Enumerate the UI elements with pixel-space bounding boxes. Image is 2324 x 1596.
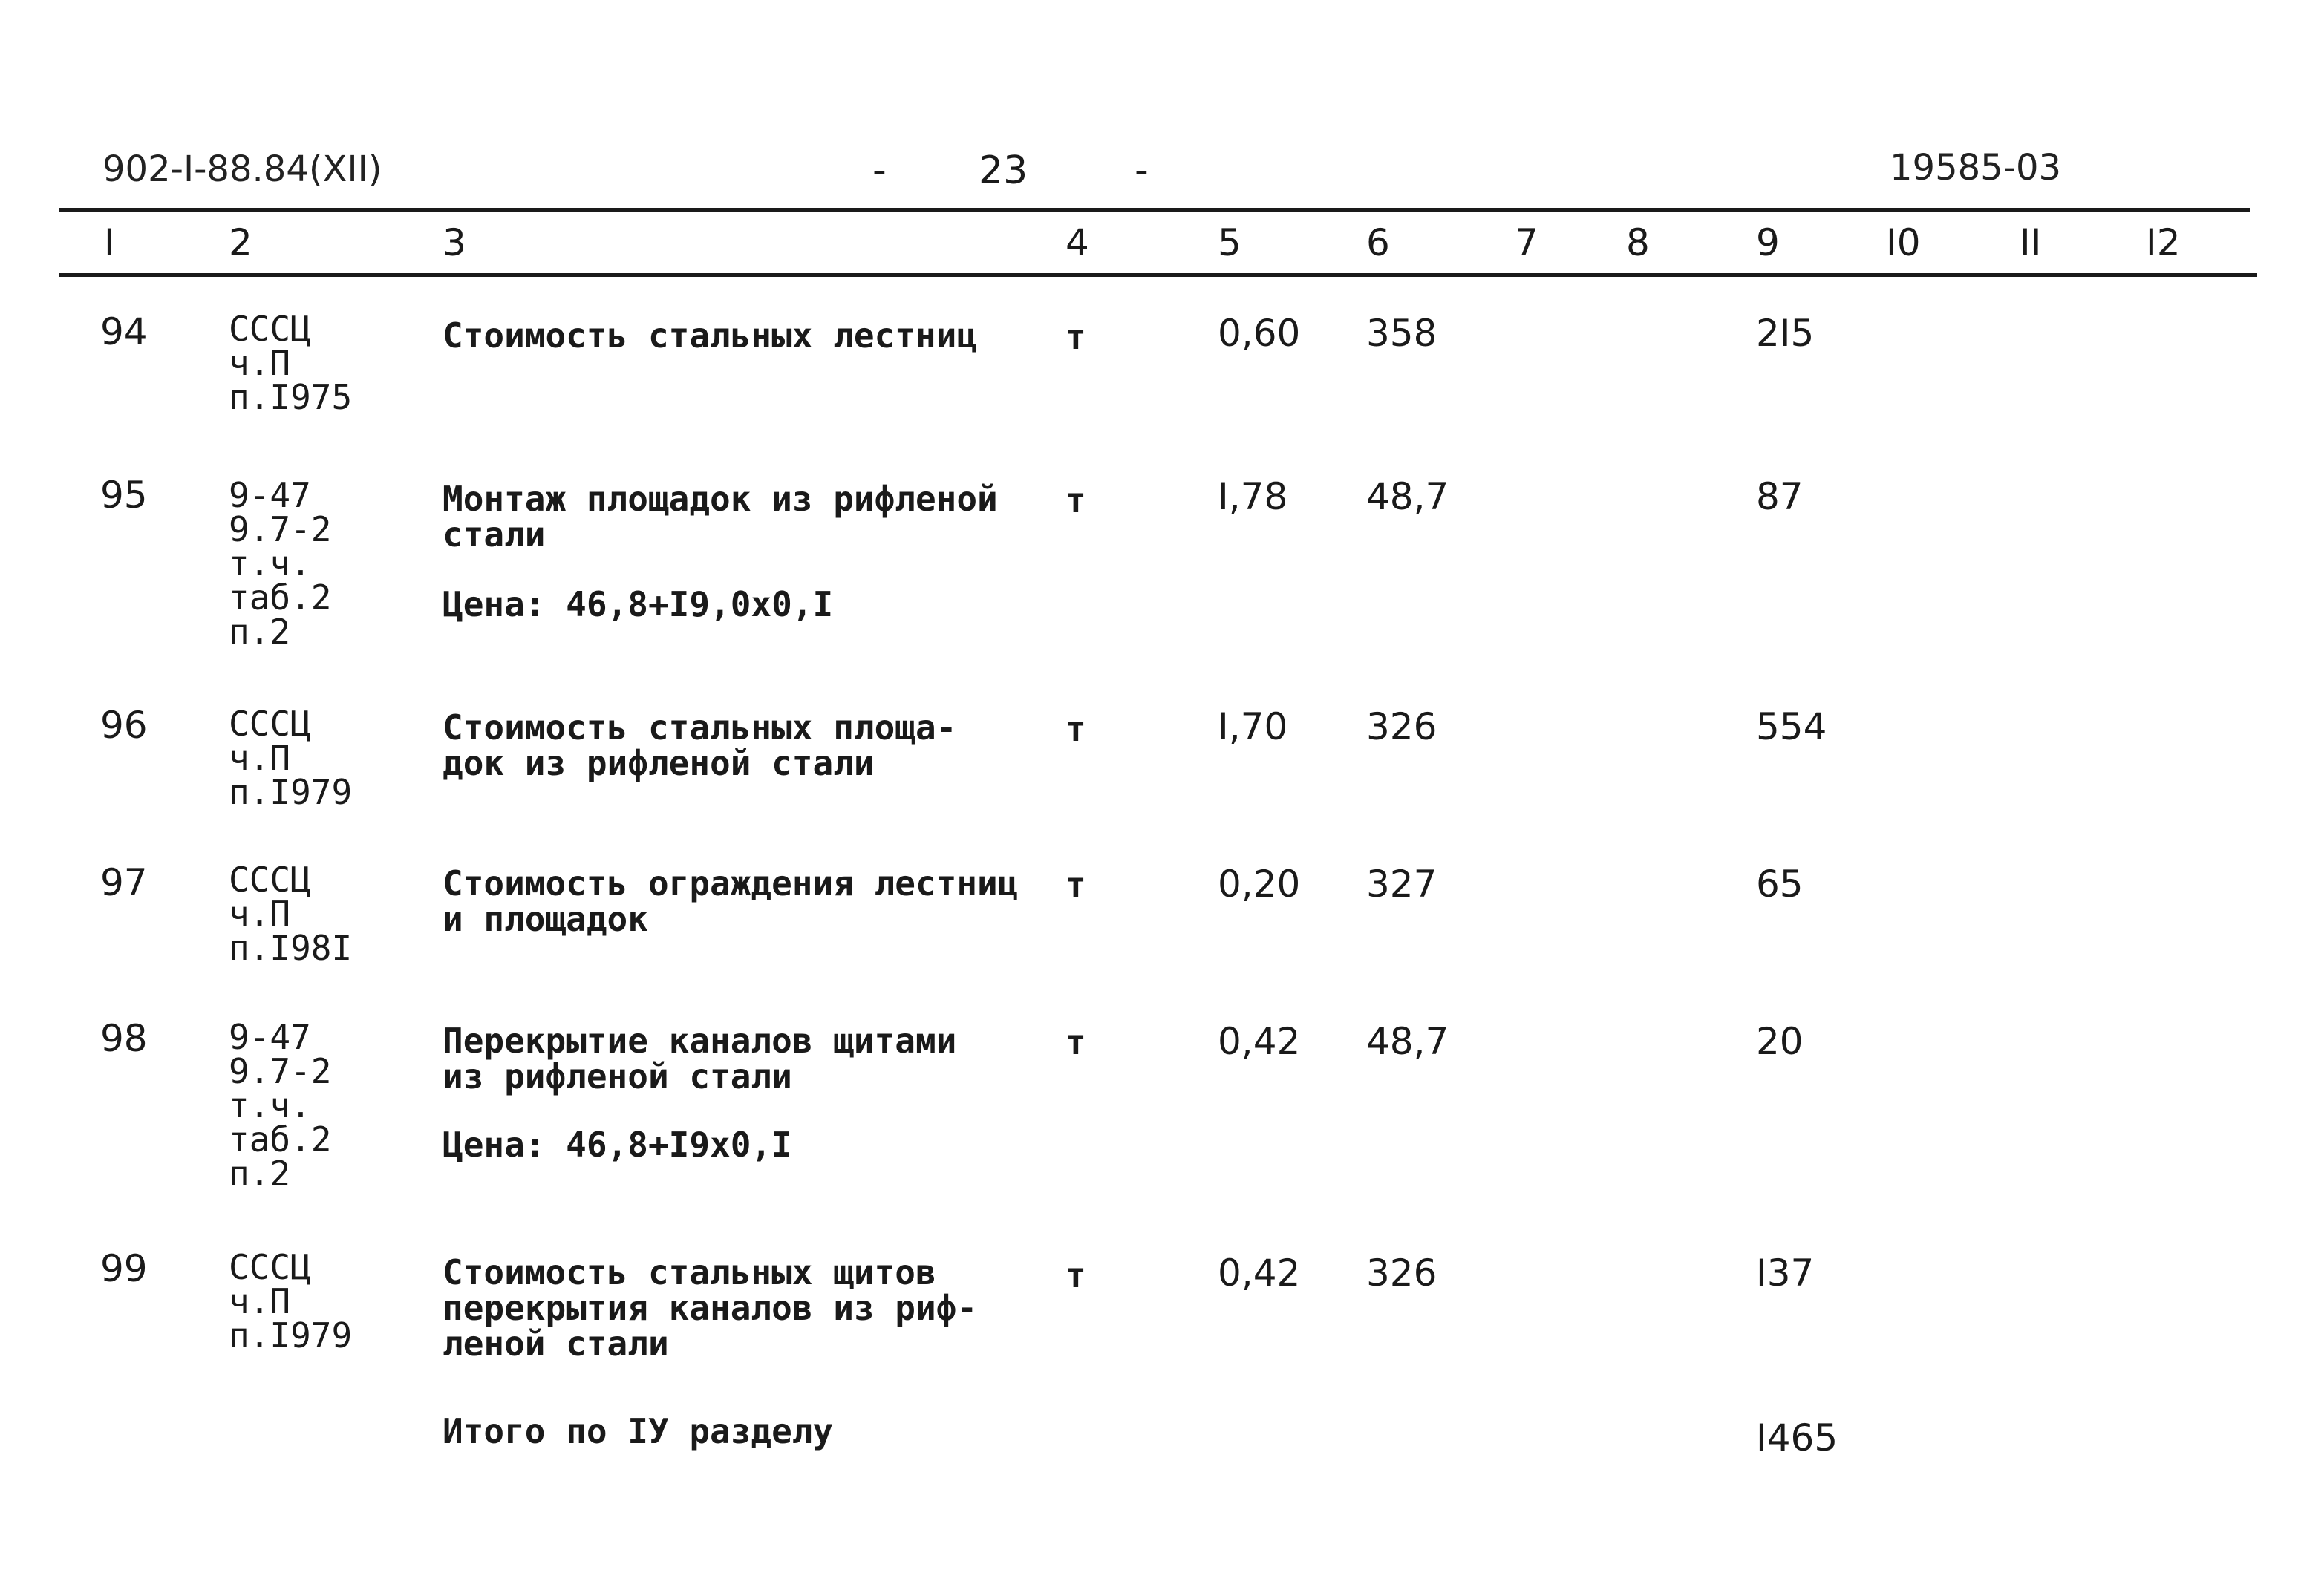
column-header-2: 2 [229,221,252,264]
item-description: Стоимость стальных площа- док из рифленой стали [443,707,957,783]
column-header-12: I2 [2146,221,2181,264]
quantity: 0,42 [1218,1020,1301,1063]
section-total-value: I465 [1756,1416,1838,1459]
unit: т [1065,480,1086,520]
norm-reference: СССЦ ч.П п.I979 [229,704,353,812]
quantity: I,78 [1218,475,1288,518]
total-cost: 20 [1756,1020,1804,1063]
item-description: Стоимость стальных лестниц [443,315,978,356]
column-header-5: 5 [1218,221,1241,264]
page-dash-right: - [1135,148,1149,193]
quantity: 0,60 [1218,312,1301,355]
column-header-10: I0 [1886,221,1921,264]
norm-reference: 9-47 9.7-2 т.ч. таб.2 п.2 [229,1017,332,1194]
total-cost: 87 [1756,475,1804,518]
quantity: 0,20 [1218,863,1301,906]
quantity: I,70 [1218,705,1288,748]
unit: т [1065,1255,1086,1295]
column-header-3: 3 [443,221,466,264]
row-number: 95 [100,474,148,517]
item-description: Перекрытие каналов щитами из рифленой стали [443,1021,957,1096]
row-number: 94 [100,310,148,353]
unit-price: 358 [1366,312,1437,355]
header-rule-top [59,208,2250,212]
column-header-8: 8 [1626,221,1650,264]
unit: т [1065,1022,1086,1062]
column-header-6: 6 [1366,221,1390,264]
norm-reference: СССЦ ч.П п.I979 [229,1247,353,1355]
document-code: 902-I-88.84(XII) [102,148,382,190]
column-header-7: 7 [1515,221,1538,264]
unit-price: 327 [1366,863,1437,906]
page-number: 23 [979,148,1028,193]
row-number: 98 [100,1017,148,1060]
row-number: 96 [100,704,148,747]
header-rule-bottom [59,273,2257,277]
item-description: Стоимость ограждения лестниц и площадок [443,863,1019,939]
page-dash-left: - [872,148,887,193]
unit: т [1065,317,1086,357]
item-description: Стоимость стальных щитов перекрытия каналов из риф- леной стали [443,1252,978,1364]
total-cost: 65 [1756,863,1804,906]
quantity: 0,42 [1218,1252,1301,1295]
price-formula: Цена: 46,8+I9x0,I [443,1125,792,1165]
norm-reference: СССЦ ч.П п.I98I [229,860,353,968]
archive-stamp: 19585-03 [1890,147,2062,189]
section-total-label: Итого по IУ разделу [443,1411,834,1451]
unit: т [1065,709,1086,749]
unit-price: 326 [1366,705,1437,748]
total-cost: I37 [1756,1252,1815,1295]
unit-price: 326 [1366,1252,1437,1295]
price-formula: Цена: 46,8+I9,0x0,I [443,584,834,624]
norm-reference: 9-47 9.7-2 т.ч. таб.2 п.2 [229,475,332,652]
norm-reference: СССЦ ч.П п.I975 [229,309,353,417]
column-header-1: I [104,221,115,264]
column-header-9: 9 [1756,221,1780,264]
unit: т [1065,865,1086,905]
total-cost: 554 [1756,705,1827,748]
total-cost: 2I5 [1756,312,1815,355]
row-number: 97 [100,861,148,904]
unit-price: 48,7 [1366,1020,1449,1063]
unit-price: 48,7 [1366,475,1449,518]
column-header-4: 4 [1065,221,1089,264]
item-description: Монтаж площадок из рифленой стали [443,479,998,555]
column-header-11: II [2020,221,2042,264]
row-number: 99 [100,1247,148,1290]
